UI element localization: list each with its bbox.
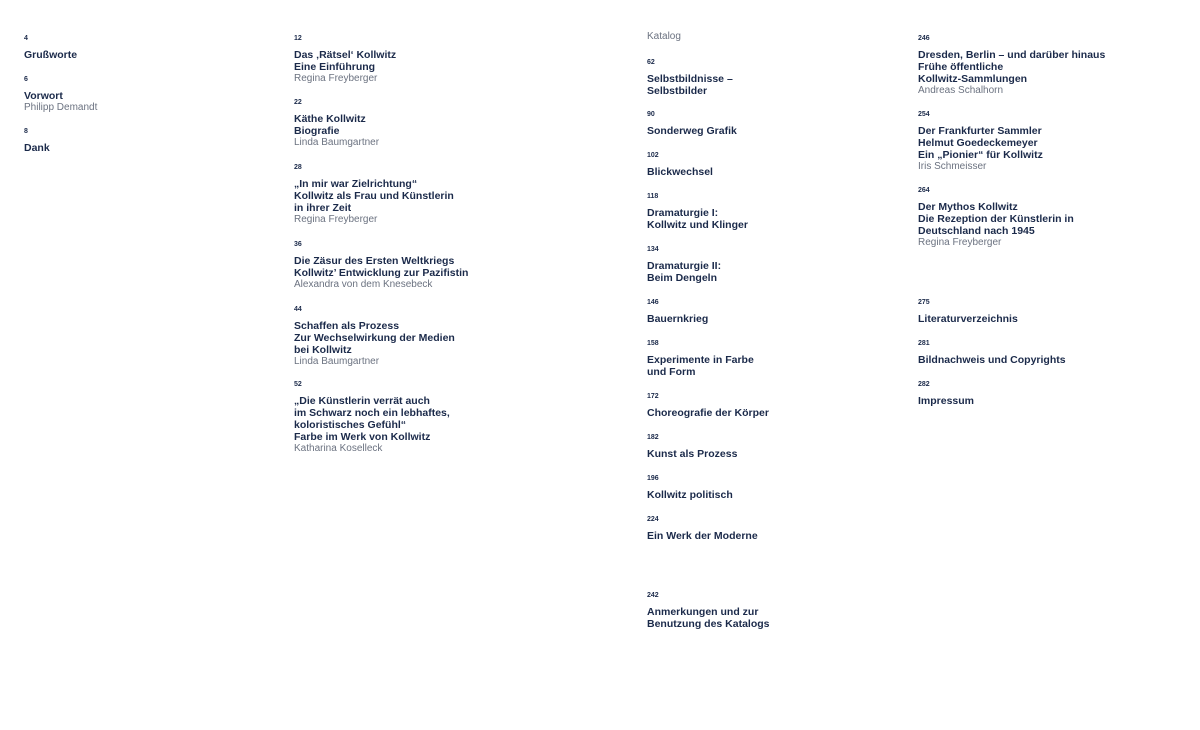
toc-entry — [647, 474, 733, 501]
entry-title-line: „Die Künstlerin verrät auch — [294, 395, 430, 407]
entry-title-line: Dramaturgie II: — [647, 260, 722, 272]
entry-author: Regina Freyberger — [294, 73, 378, 84]
page-number: 224 — [647, 516, 659, 523]
page-number: 242 — [647, 592, 659, 599]
entry-title-line: in ihrer Zeit — [294, 202, 352, 214]
entry-title-line: Frühe öffentliche — [918, 61, 1004, 73]
entry-title — [918, 313, 1018, 325]
toc-entry — [647, 192, 748, 231]
entry-title — [294, 178, 454, 214]
entry-title-line: Biografie — [294, 125, 340, 137]
entry-title-line: Die Zäsur des Ersten Weltkriegs — [294, 255, 455, 267]
toc-entry — [647, 298, 708, 325]
entry-author: Philipp Demandt — [24, 102, 98, 113]
entry-title-line: Benutzung des Katalogs — [647, 618, 770, 630]
entry-title-line: Blickwechsel — [647, 166, 713, 178]
entry-title — [294, 320, 455, 356]
entry-title-line: Der Mythos Kollwitz — [918, 201, 1018, 213]
entry-title-line: Dresden, Berlin – und darüber hinaus — [918, 49, 1106, 61]
entry-title-line: Deutschland nach 1945 — [918, 225, 1035, 237]
toc-entry — [918, 339, 1066, 366]
entry-title — [647, 407, 769, 419]
entry-title — [647, 530, 758, 542]
entry-title-line: Schaffen als Prozess — [294, 320, 400, 332]
toc-entry — [647, 591, 770, 630]
entry-author: Katharina Koselleck — [294, 443, 383, 454]
page-number: 196 — [647, 475, 659, 482]
entry-title-line: Selbstbilder — [647, 85, 708, 97]
entry-title-line: Kollwitz-Sammlungen — [918, 73, 1028, 85]
page-number: 146 — [647, 299, 659, 306]
page-number: 134 — [647, 246, 659, 253]
entry-author: Andreas Schalhorn — [918, 85, 1004, 96]
toc-entry — [24, 127, 50, 154]
toc-entry — [647, 245, 721, 284]
entry-title-line: Kollwitz politisch — [647, 489, 733, 501]
page-number: 4 — [24, 35, 28, 42]
page-number: 172 — [647, 393, 659, 400]
entry-title-line: Dank — [24, 142, 50, 154]
entry-title — [918, 49, 1105, 85]
toc-entry — [24, 75, 97, 114]
entry-title — [294, 49, 396, 73]
entry-title — [918, 354, 1066, 366]
entry-title-line: Literaturverzeichnis — [918, 313, 1018, 325]
entry-title-line: Helmut Goedeckemeyer — [918, 137, 1038, 149]
entry-title — [24, 49, 77, 61]
entry-title-line: Kollwitz und Klinger — [647, 219, 748, 231]
entry-title-line: Kollwitz als Frau und Künstlerin — [294, 190, 454, 202]
toc-entry — [647, 151, 713, 178]
entry-author: Iris Schmeisser — [918, 161, 987, 172]
entry-title — [647, 260, 721, 284]
entry-title — [647, 73, 733, 97]
page-number: 36 — [294, 241, 302, 248]
page-number: 52 — [294, 381, 302, 388]
entry-title — [647, 489, 733, 501]
page-number: 275 — [918, 299, 930, 306]
entry-author: Alexandra von dem Knesebeck — [294, 279, 433, 290]
entry-title — [918, 125, 1043, 161]
entry-title — [294, 395, 450, 443]
entry-title — [647, 606, 770, 630]
toc-entry — [647, 392, 769, 419]
entry-title — [24, 90, 97, 102]
entry-title-line: Anmerkungen und zur — [647, 606, 759, 618]
entry-title-line: Vorwort — [24, 90, 63, 102]
entry-title-line: Bauernkrieg — [647, 313, 709, 325]
entry-title — [647, 125, 737, 137]
page-number: 6 — [24, 76, 28, 83]
entry-title-line: und Form — [647, 366, 696, 378]
page-number: 90 — [647, 111, 655, 118]
entry-title — [647, 448, 737, 460]
entry-title-line: Experimente in Farbe — [647, 354, 754, 366]
page-number: 22 — [294, 99, 302, 106]
entry-title-line: bei Kollwitz — [294, 344, 352, 356]
entry-title-line: Beim Dengeln — [647, 272, 718, 284]
page-number: 102 — [647, 152, 659, 159]
entry-title — [918, 201, 1074, 237]
entry-title — [294, 113, 379, 137]
entry-title — [647, 313, 708, 325]
page-number: 28 — [294, 164, 302, 171]
entry-title-line: Selbstbildnisse – — [647, 73, 733, 85]
entry-title-line: Käthe Kollwitz — [294, 113, 366, 125]
entry-title-line: Kunst als Prozess — [647, 448, 738, 460]
entry-title-line: Impressum — [918, 395, 975, 407]
toc-entry — [647, 515, 758, 542]
entry-title — [24, 142, 50, 154]
toc-entry — [647, 110, 737, 137]
entry-title — [294, 255, 468, 279]
entry-title-line: Bildnachweis und Copyrights — [918, 354, 1066, 366]
entry-title-line: Ein „Pionier“ für Kollwitz — [918, 149, 1043, 161]
entry-title-line: im Schwarz noch ein lebhaftes, — [294, 407, 450, 419]
toc-entry — [294, 163, 454, 226]
toc-entry — [918, 380, 974, 407]
toc-entry — [294, 240, 468, 291]
entry-title-line: Das ‚Rätsel‘ Kollwitz — [294, 49, 397, 61]
page-number: 254 — [918, 111, 930, 118]
toc-entry — [294, 34, 396, 85]
page-number: 62 — [647, 59, 655, 66]
section-label: Katalog — [647, 31, 681, 42]
entry-author: Linda Baumgartner — [294, 356, 380, 367]
toc-entry — [647, 339, 754, 378]
entry-title-line: Der Frankfurter Sammler — [918, 125, 1042, 137]
page-number: 282 — [918, 381, 930, 388]
entry-title-line: Ein Werk der Moderne — [647, 530, 758, 542]
toc-entry — [918, 298, 1018, 325]
entry-title-line: Dramaturgie I: — [647, 207, 719, 219]
toc-entry — [918, 186, 1074, 249]
toc-entry — [918, 34, 1105, 97]
entry-title — [647, 207, 748, 231]
entry-title-line: Sonderweg Grafik — [647, 125, 737, 137]
entry-title — [647, 166, 713, 178]
page-number: 246 — [918, 35, 930, 42]
entry-title-line: „In mir war Zielrichtung“ — [294, 178, 418, 190]
toc-entry — [294, 98, 379, 149]
toc-entry — [918, 110, 1043, 173]
entry-title-line: Farbe im Werk von Kollwitz — [294, 431, 431, 443]
page-number: 118 — [647, 193, 659, 200]
page-number: 12 — [294, 35, 302, 42]
entry-title-line: Die Rezeption der Künstlerin in — [918, 213, 1074, 225]
page-number: 264 — [918, 187, 930, 194]
page-number: 281 — [918, 340, 930, 347]
toc-entry — [647, 58, 733, 97]
entry-title — [918, 395, 974, 407]
toc-entry — [24, 34, 77, 61]
entry-title-line: Zur Wechselwirkung der Medien — [294, 332, 455, 344]
entry-author: Regina Freyberger — [294, 214, 378, 225]
toc-entry — [294, 305, 455, 368]
page-number: 8 — [24, 128, 28, 135]
entry-title-line: koloristisches Gefühl“ — [294, 419, 407, 431]
entry-title — [647, 354, 754, 378]
entry-author: Linda Baumgartner — [294, 137, 380, 148]
entry-title-line: Grußworte — [24, 49, 78, 61]
page-number: 182 — [647, 434, 659, 441]
toc-entry — [647, 433, 737, 460]
toc-entry — [294, 380, 450, 455]
page-number: 158 — [647, 340, 659, 347]
entry-title-line: Kollwitz’ Entwicklung zur Pazifistin — [294, 267, 469, 279]
entry-author: Regina Freyberger — [918, 237, 1002, 248]
page-number: 44 — [294, 306, 302, 313]
entry-title-line: Choreografie der Körper — [647, 407, 769, 419]
entry-title-line: Eine Einführung — [294, 61, 376, 73]
